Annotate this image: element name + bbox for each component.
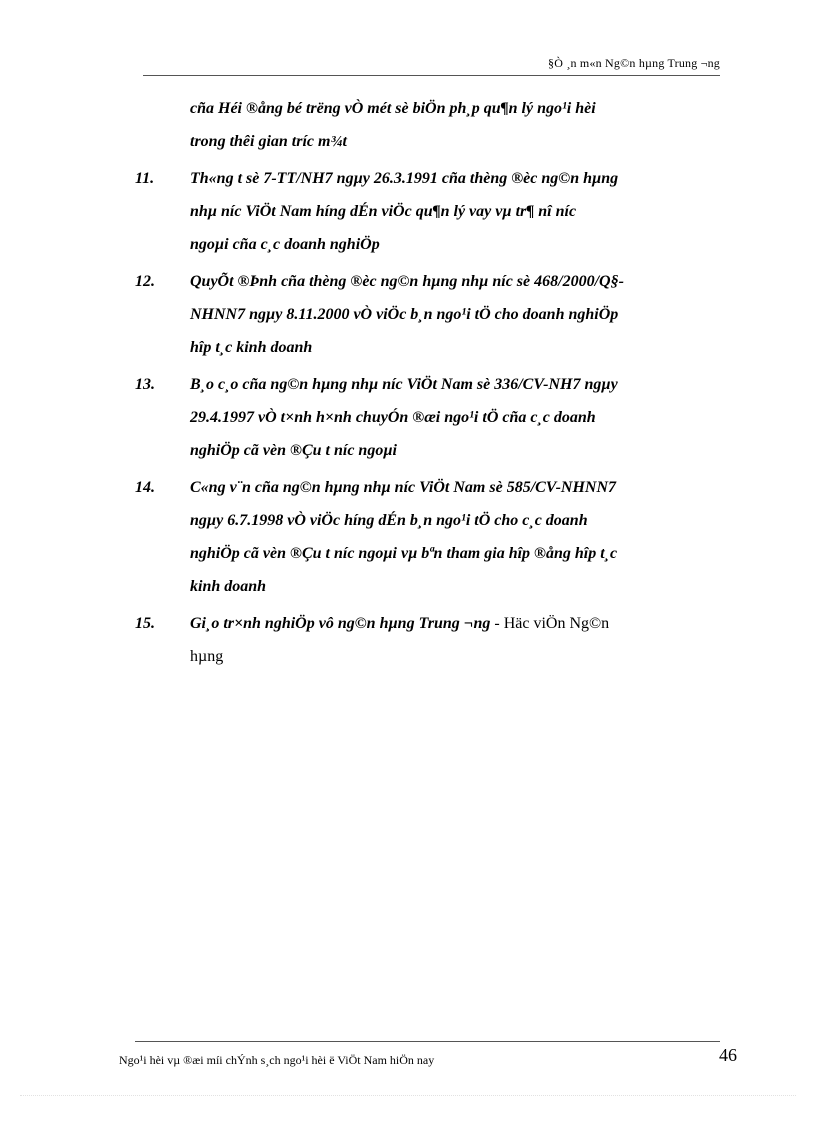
reference-line: kinh doanh [190, 578, 267, 595]
reference-line: Th«ng t sè 7-TT/NH7 ngµy 26.3.1991 cña thèng ®èc ng©n hµng [190, 170, 619, 187]
reference-item-13 [135, 368, 735, 467]
reference-number: 12. [135, 273, 155, 290]
reference-number: 13. [135, 376, 155, 393]
reference-number: 15. [135, 615, 155, 632]
page-number: 46 [719, 1045, 737, 1065]
reference-number: 14. [135, 479, 155, 496]
reference-line: 29.4.1997 vÒ t×nh h×nh chuyÓn ®æi ngo¹i tÖ cña c¸c doanh [190, 409, 596, 426]
reference-line: B¸o c¸o cña ng©n hµng nhµ níc ViÖt Nam sè 336/CV-NH7 ngµy [190, 376, 618, 393]
page-edge-divider [20, 1095, 796, 1096]
reference-line [190, 607, 735, 640]
reference-line: nghiÖp cã vèn ®Çu t níc ngoµi [190, 442, 397, 459]
continuation-line: cña Héi ®ång bé trëng vÒ mét sè biÖn ph¸p qu¶n lý ngo¹i hèi [190, 100, 596, 117]
reference-item-11 [135, 162, 735, 261]
reference-line: C«ng v¨n cña ng©n hµng nhµ níc ViÖt Nam sè 585/CV-NHNN7 [190, 479, 617, 496]
reference-line: NHNN7 ngµy 8.11.2000 vÒ viÖc b¸n ngo¹i tÖ cho doanh nghiÖp [190, 306, 619, 323]
reference-line: ngµy 6.7.1998 vÒ viÖc híng dÉn b¸n ngo¹i tÖ cho c¸c doanh [190, 512, 588, 529]
reference-line: ngoµi cña c¸c doanh nghiÖp [190, 236, 380, 253]
reference-line: nhµ níc ViÖt Nam híng dÉn viÖc qu¶n lý vay vµ tr¶ nî níc [190, 203, 577, 220]
running-footer: Ngo¹i hèi vµ ®æi míi chÝnh s¸ch ngo¹i hèi ë ViÖt Nam hiÖn nay [119, 1053, 435, 1067]
header-rule [143, 75, 720, 76]
reference-line: nghiÖp cã vèn ®Çu t níc ngoµi vµ bªn tham gia hîp ®ång hîp t¸c [190, 545, 618, 562]
reference-line: hîp t¸c kinh doanh [190, 339, 313, 356]
reference-line: hµng [190, 648, 224, 665]
reference-number: 11. [135, 170, 155, 187]
reference-list [135, 92, 735, 673]
reference-item-12 [135, 265, 735, 364]
reference-line: QuyÕt ®Þnh cña thèng ®èc ng©n hµng nhµ níc sè 468/2000/Q§- [190, 273, 624, 290]
reference-item-15 [135, 607, 735, 673]
running-header: §Ò ¸n m«n Ng©n hµng Trung ¬ng [548, 56, 720, 70]
reference-title: Gi¸o tr×nh nghiÖp vô ng©n hµng Trung ¬ng [190, 615, 491, 632]
reference-item-14 [135, 471, 735, 603]
footer-rule [135, 1041, 720, 1042]
continuation-line: trong thêi gian tríc m¾t [190, 133, 347, 150]
reference-publisher: - Häc viÖn Ng©n [490, 615, 610, 632]
